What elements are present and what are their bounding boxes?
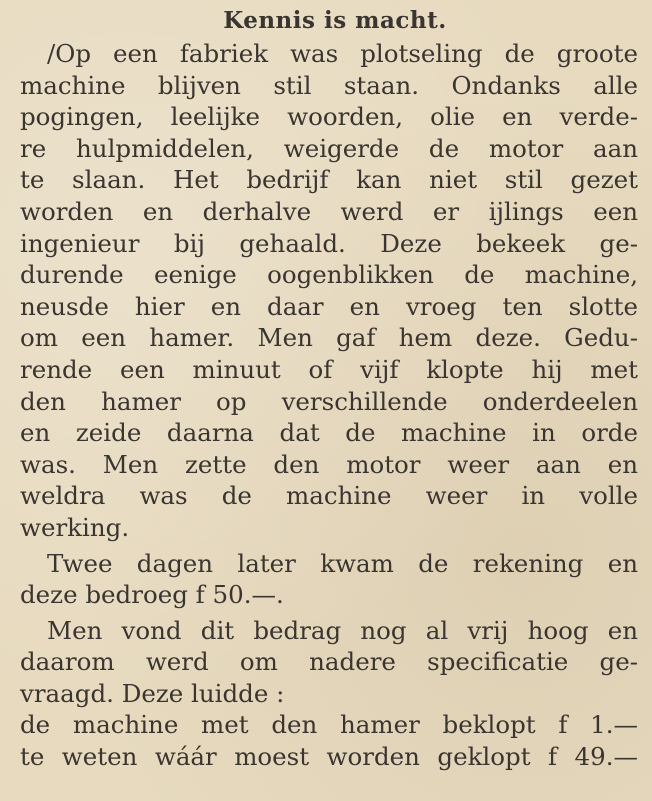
paragraph-2 [20,548,638,611]
text-line: Twee dagen later kwam de rekening en [47,548,638,578]
text-line: worden en derhalve werd er ijlings een [20,196,638,226]
text-line: werking. [20,512,130,542]
text-line: den hamer op verschillende onderdeelen [20,386,638,416]
text-line: en zeide daarna dat de machine in orde [20,418,638,448]
text-line: machine blijven stil staan. Ondanks alle [20,70,638,100]
article-title: Kennis is macht. [223,7,447,34]
text-line: rende een minuut of vijf klopte hij met [20,354,638,384]
text-line: /Op een fabriek was plotseling de groote [47,39,638,68]
paragraph-1 [20,38,638,544]
text-line: re hulpmiddelen, weigerde de motor aan [20,133,638,163]
text-line: deze bedroeg f 50.—. [20,580,284,610]
text-line: Men vond dit bedrag nog al vrij hoog en [47,615,638,645]
text-line: vraagd. Deze luidde : [20,678,285,708]
paragraph-3 [20,615,638,773]
text-line: te slaan. Het bedrijf kan niet stil gezet [20,165,638,195]
text-line: was. Men zette den motor weer aan en [20,449,638,479]
text-line: de machine met den hamer beklopt f 1.— [20,710,638,740]
text-line: neusde hier en daar en vroeg ten slotte [20,291,638,321]
text-line: durende eenige oogenblikken de machine, [20,260,638,290]
text-line: om een hamer. Men gaf hem deze. Gedu- [20,323,638,353]
text-line: weldra was de machine weer in volle [20,481,638,511]
text-line: te weten wáár moest worden geklopt f 49.— [20,742,638,772]
text-line: pogingen, leelijke woorden, olie en verde- [20,102,638,132]
text-line: daarom werd om nadere specificatie ge- [20,647,638,677]
text-line: ingenieur bij gehaald. Deze bekeek ge- [20,228,638,258]
